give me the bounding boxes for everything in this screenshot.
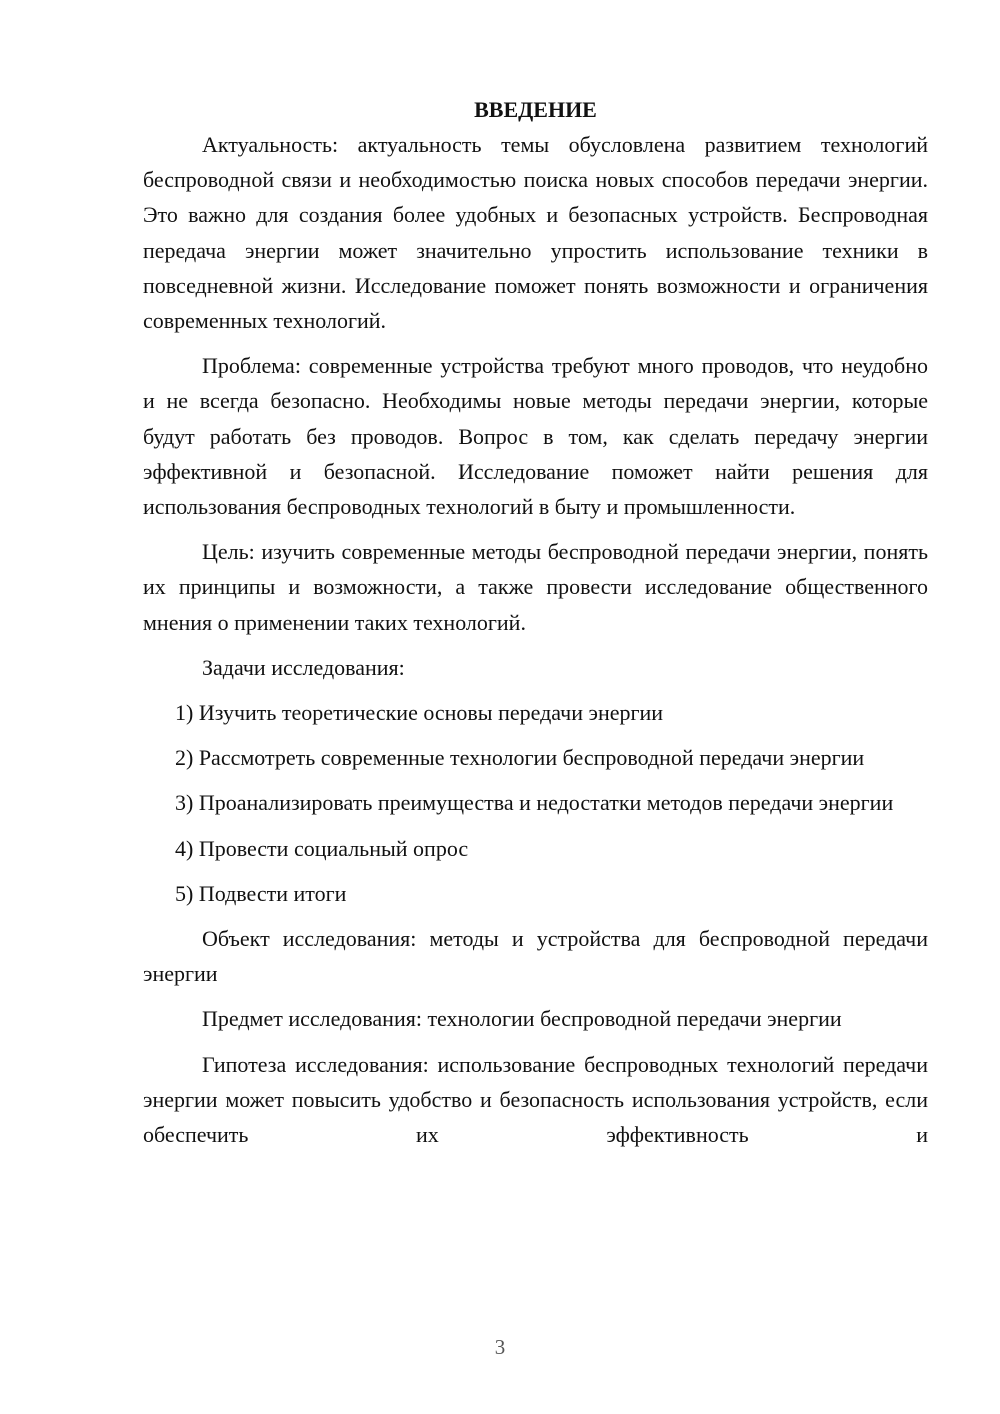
relevance-paragraph: Актуальность: актуальность темы обусловлена развитием технологий беспроводной связи и необходимостью поиска новых способов передачи энергии. Это важно для создания более удобных и безопасных устройств. Беспроводная передача энергии может значительно упростить использование техники в повседневной жизни. Исследование поможет понять возможности и ограничения современных технологий. [143, 132, 928, 334]
object-paragraph: Объект исследования: методы и устройства для беспроводной передачи энергии [143, 926, 928, 987]
task-item: 2) Рассмотреть современные технологии беспроводной передачи энергии [175, 745, 865, 771]
hypothesis-paragraph: Гипотеза исследования: использование беспроводных технологий передачи энергии может повысить удобство и безопасность использования устройств, если обеспечить их эффективность и [143, 1051, 928, 1148]
task-item: 4) Провести социальный опрос [175, 835, 469, 861]
document-body [143, 92, 928, 1162]
tasks-heading: Задачи исследования: [202, 654, 405, 680]
goal-paragraph: Цель: изучить современные методы беспроводной передачи энергии, понять их принципы и возможности, а также провести исследование общественного мнения о применении таких технологий. [143, 539, 928, 635]
problem-paragraph: Проблема: современные устройства требуют много проводов, что неудобно и не всегда безопасно. Необходимы новые методы передачи энергии, которые будут работать без проводов. Вопрос в том, как сделать передачу энергии эффективной и безопасной. Исследование поможет найти решения для использования беспроводных технологий в быту и промышленности. [143, 353, 928, 520]
task-item: 5) Подвести итоги [175, 880, 347, 906]
task-item: 3) Проанализировать преимущества и недостатки методов передачи энергии [175, 790, 894, 816]
subject-paragraph: Предмет исследования: технологии беспроводной передачи энергии [202, 1006, 842, 1032]
page-number: 3 [494, 1335, 506, 1359]
task-item: 1) Изучить теоретические основы передачи энергии [175, 700, 664, 726]
section-heading: ВВЕДЕНИЕ [474, 97, 597, 122]
